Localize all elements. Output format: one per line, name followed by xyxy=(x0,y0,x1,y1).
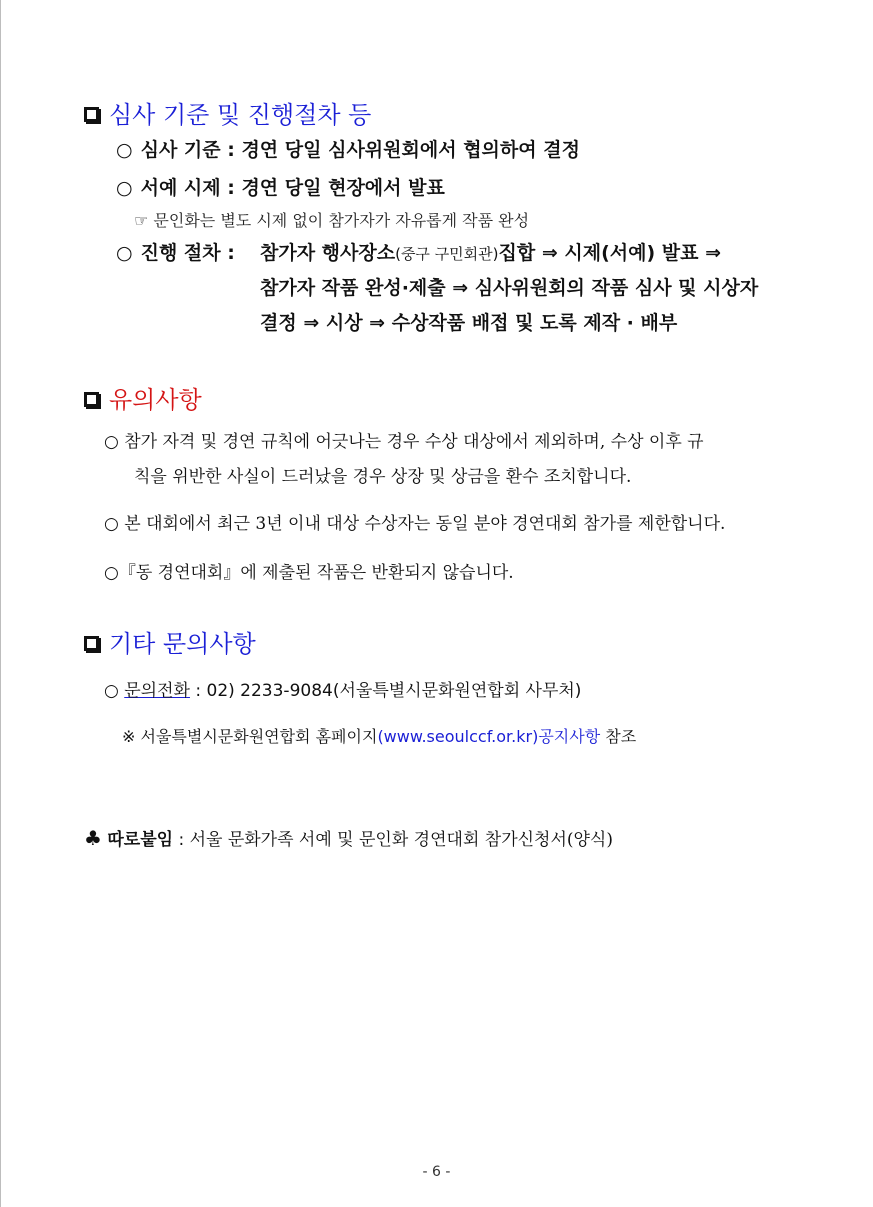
section-title: 기타 문의사항 xyxy=(109,630,256,658)
section-title: 유의사항 xyxy=(109,386,202,414)
notice-item-1-cont: 칙을 위반한 사실이 드러났을 경우 상장 및 상금을 환수 조치합니다. xyxy=(134,467,632,487)
attachment-label: 따로붙임 xyxy=(107,830,174,850)
notice-item-2 xyxy=(104,512,725,536)
process-label-line xyxy=(116,240,235,266)
phone-org: (서울특별시문화원연합회 사무처) xyxy=(332,681,582,701)
reference-line xyxy=(122,726,636,748)
circle-bullet-icon: ○ xyxy=(116,242,133,264)
criteria-line xyxy=(116,137,580,163)
circle-bullet-icon: ○ xyxy=(104,432,119,452)
section-heading-criteria xyxy=(84,100,371,130)
attachment-line xyxy=(84,826,613,852)
phone-label: 문의전화 xyxy=(124,681,190,701)
circle-bullet-icon: ○ xyxy=(104,681,119,701)
club-icon: ♣ xyxy=(84,826,102,850)
section-title: 심사 기준 및 진행절차 등 xyxy=(109,101,372,129)
section-heading-notes xyxy=(84,385,202,415)
reference-mark-icon: ※ xyxy=(122,727,136,746)
phone-line xyxy=(104,679,581,703)
page-number: - 6 - xyxy=(422,1164,451,1180)
circle-bullet-icon: ○ xyxy=(116,139,133,161)
notice-board-link[interactable]: 공지사항 xyxy=(538,727,601,746)
announce-text: 서예 시제 : 경연 당일 현장에서 발표 xyxy=(140,177,445,199)
attachment-separator: : xyxy=(178,830,185,850)
section-heading-inquiry xyxy=(84,629,256,659)
notice-item-1 xyxy=(104,430,704,454)
reference-org: 서울특별시문화원연합회 홈페이지 xyxy=(140,727,378,746)
notice-text: 『동 경연대회』에 제출된 작품은 반환되지 않습니다. xyxy=(118,563,514,583)
phone-separator: : xyxy=(195,681,202,701)
circle-bullet-icon: ○ xyxy=(116,177,133,199)
note-line: ☞ 문인화는 별도 시제 없이 참가자가 자유롭게 작품 완성 xyxy=(134,211,530,230)
process-line-1 xyxy=(260,240,721,267)
checkbox-square-icon xyxy=(84,107,99,122)
phone-number: 02) 2233-9084 xyxy=(206,681,333,701)
process-line-3: 결정 ⇒ 시상 ⇒ 수상작품 배접 및 도록 제작 · 배부 xyxy=(260,312,678,334)
notice-item-3 xyxy=(104,561,514,585)
process-text: 참가자 행사장소 xyxy=(260,242,396,264)
process-line-2: 참가자 작품 완성·제출 ⇒ 심사위원회의 작품 심사 및 시상자 xyxy=(260,277,759,299)
checkbox-square-icon xyxy=(84,392,99,407)
circle-bullet-icon: ○ xyxy=(104,514,119,534)
homepage-link[interactable]: (www.seoulccf.or.kr) xyxy=(377,727,539,746)
notice-text: 참가 자격 및 경연 규칙에 어긋나는 경우 수상 대상에서 제외하며, 수상 이후 규 xyxy=(124,432,704,452)
reference-end: 참조 xyxy=(605,727,637,746)
checkbox-square-icon xyxy=(84,636,99,651)
process-label: 진행 절차 : xyxy=(140,242,235,264)
page-edge xyxy=(0,0,1,1207)
criteria-text: 심사 기준 : 경연 당일 심사위원회에서 협의하여 결정 xyxy=(140,139,580,161)
attachment-text: 서울 문화가족 서예 및 문인화 경연대회 참가신청서(양식) xyxy=(189,830,613,850)
announce-line xyxy=(116,175,445,201)
notice-text: 본 대회에서 최근 3년 이내 대상 수상자는 동일 분야 경연대회 참가를 제한합니다. xyxy=(124,514,726,534)
process-place: (중구 구민회관) xyxy=(395,245,499,263)
process-text: 집합 ⇒ 시제(서예) 발표 ⇒ xyxy=(498,242,722,264)
circle-bullet-icon: ○ xyxy=(104,563,119,583)
